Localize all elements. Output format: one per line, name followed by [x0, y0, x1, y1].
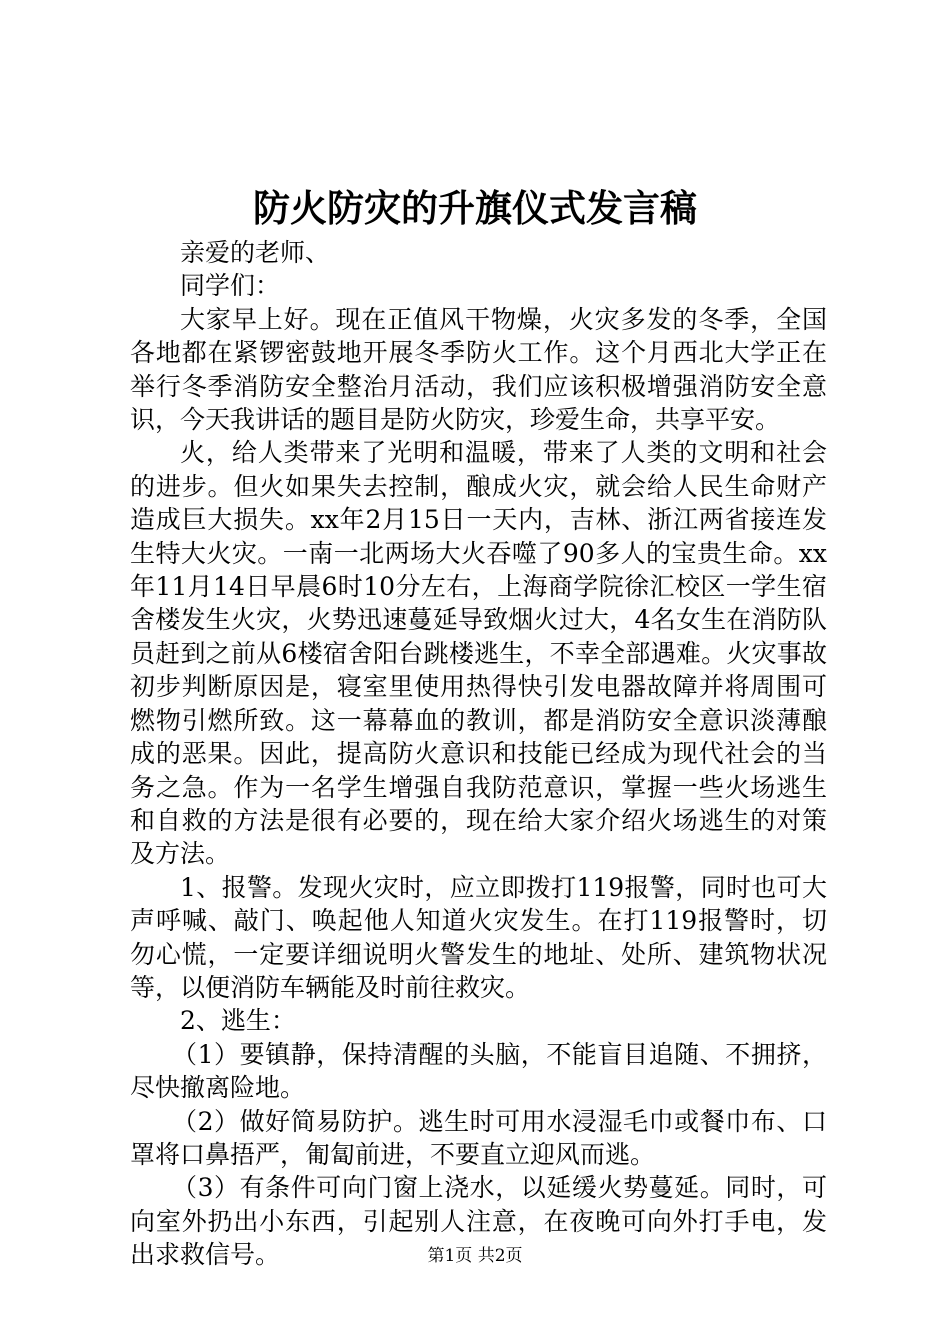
paragraph-escape-item-1: （1）要镇静，保持清醒的头脑，不能盲目追随、不拥挤，尽快撤离险地。 [130, 1039, 827, 1103]
page-footer: 第1页 共2页 [427, 1246, 523, 1266]
document-body [130, 236, 827, 1272]
paragraph-escape-item-3: （3）有条件可向门窗上浇水，以延缓火势蔓延。同时，可向室外扔出小东西，引起别人注意，在夜晚可向外打手电，发出求救信号。 [130, 1173, 827, 1270]
paragraph-intro: 大家早上好。现在正值风干物燥，火灾多发的冬季，全国各地都在紧锣密鼓地开展冬季防火工作。这个月西北大学正在举行冬季消防安全整治月活动，我们应该积极增强消防安全意识，今天我讲话的题目是防火防灾，珍爱生命，共享平安。 [130, 304, 827, 435]
paragraph-escape-item-2: （2）做好简易防护。逃生时可用水浸湿毛巾或餐巾布、口罩将口鼻捂严，匍匐前进，不要直立迎风而逃。 [130, 1106, 827, 1169]
greeting-line-2: 同学们： [180, 271, 281, 301]
paragraph-escape-heading: 2、逃生： [180, 1006, 296, 1036]
paragraph-report-alarm: 1、报警。发现火灾时，应立即拨打119报警，同时也可大声呼喊、敲门、唤起他人知道火灾发生。在打119报警时，切勿心慌，一定要详细说明火警发生的地址、处所、建筑物状况等，以便消防车辆能及时前往救灾。 [130, 872, 827, 1002]
paragraph-fire-history: 火，给人类带来了光明和温暖，带来了人类的文明和社会的进步。但火如果失去控制，酿成火灾，就会给人民生命财产造成巨大损失。xx年2月15日一天内，吉林、浙江两省接连发生特大火灾。一南一北两场大火吞噬了90多人的宝贵生命。xx年11月14日早晨6时10分左右，上海商学院徐汇校区一学生宿舍楼发生火灾，火势迅速蔓延导致烟火过大，4名女生在消防队员赶到之前从6楼宿舍阳台跳楼逃生，不幸全部遇难。火灾事故初步判断原因是，寝室里使用热得快引发电器故障并将周围可燃物引燃所致。这一幕幕血的教训，都是消防安全意识淡薄酿成的恶果。因此，提高防火意识和技能已经成为现代社会的当务之急。作为一名学生增强自我防范意识，掌握一些火场逃生和自救的方法是很有必要的，现在给大家介绍火场逃生的对策及方法。 [130, 438, 827, 869]
greeting-line-1: 亲爱的老师、 [180, 238, 331, 267]
page-title: 防火防灾的升旗仪式发言稿 [253, 186, 697, 230]
